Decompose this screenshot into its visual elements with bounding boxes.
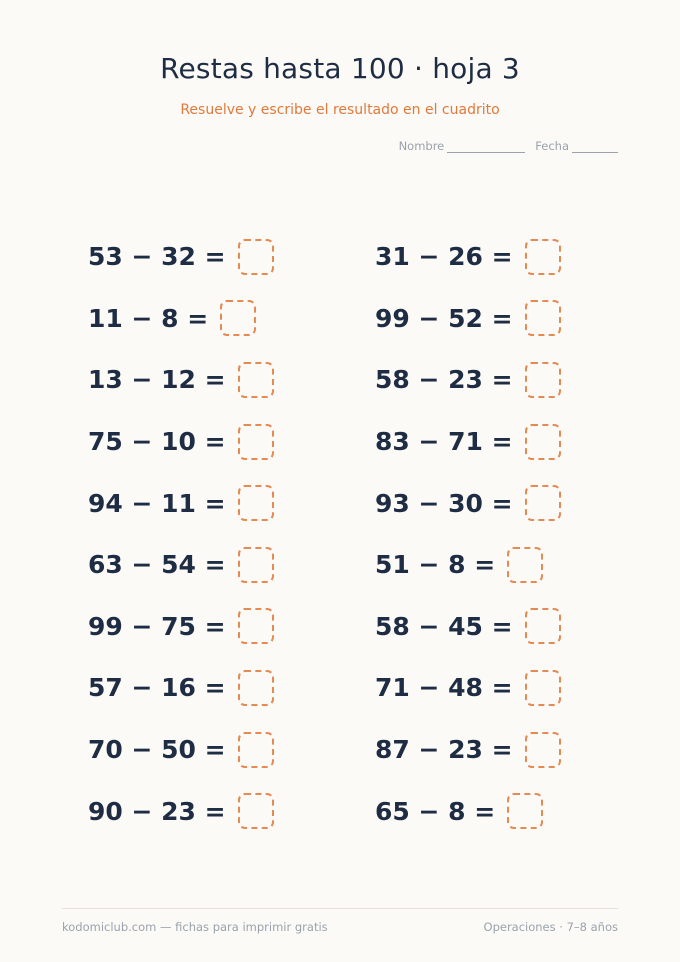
date-label: Fecha xyxy=(535,139,569,153)
date-line xyxy=(572,142,618,153)
problem xyxy=(88,719,274,781)
problem xyxy=(375,780,561,842)
problem-expression: 53 − 32 = xyxy=(88,242,226,272)
problem xyxy=(88,596,274,658)
problem-expression: 90 − 23 = xyxy=(88,796,226,826)
answer-box[interactable] xyxy=(238,732,274,768)
answer-box[interactable] xyxy=(220,300,256,336)
problem-expression: 75 − 10 = xyxy=(88,427,226,457)
problem-expression: 63 − 54 = xyxy=(88,550,226,580)
answer-box[interactable] xyxy=(507,793,543,829)
page-subtitle: Resuelve y escribe el resultado en el cuadrito xyxy=(180,102,500,118)
problem xyxy=(88,780,274,842)
problem-expression: 65 − 8 = xyxy=(375,796,496,826)
problem-expression: 94 − 11 = xyxy=(88,488,226,518)
problem xyxy=(375,719,561,781)
footer-site: kodomiclub.com — fichas para imprimir gratis xyxy=(62,920,328,934)
problem-expression: 70 − 50 = xyxy=(88,735,226,765)
problem xyxy=(88,226,274,288)
problem-expression: 87 − 23 = xyxy=(375,735,513,765)
problem-expression: 58 − 23 = xyxy=(375,365,513,395)
problem xyxy=(88,411,274,473)
problem xyxy=(375,534,561,596)
problem-expression: 83 − 71 = xyxy=(375,427,513,457)
footer-category: Operaciones · 7–8 años xyxy=(483,920,618,934)
problem xyxy=(375,411,561,473)
problem-expression: 11 − 8 = xyxy=(88,303,209,333)
problem xyxy=(88,657,274,719)
footer-divider xyxy=(62,908,618,909)
problem xyxy=(375,288,561,350)
problem xyxy=(375,472,561,534)
problems-column-right xyxy=(375,226,561,842)
problem-expression: 93 − 30 = xyxy=(375,488,513,518)
answer-box[interactable] xyxy=(238,362,274,398)
page-title: Restas hasta 100 · hoja 3 xyxy=(160,52,520,85)
date-field[interactable] xyxy=(535,139,618,153)
problem-expression: 13 − 12 = xyxy=(88,365,226,395)
problem xyxy=(88,472,274,534)
problem xyxy=(375,596,561,658)
answer-box[interactable] xyxy=(525,362,561,398)
problem-expression: 58 − 45 = xyxy=(375,611,513,641)
name-label: Nombre xyxy=(398,139,445,153)
problem xyxy=(375,349,561,411)
answer-box[interactable] xyxy=(238,485,274,521)
answer-box[interactable] xyxy=(238,547,274,583)
answer-box[interactable] xyxy=(525,239,561,275)
answer-box[interactable] xyxy=(525,732,561,768)
problem-expression: 99 − 75 = xyxy=(88,611,226,641)
problems-column-left xyxy=(88,226,274,842)
problem-expression: 99 − 52 = xyxy=(375,303,513,333)
problem xyxy=(88,534,274,596)
answer-box[interactable] xyxy=(525,608,561,644)
problem-expression: 51 − 8 = xyxy=(375,550,496,580)
answer-box[interactable] xyxy=(238,424,274,460)
problem xyxy=(88,288,274,350)
problem-expression: 31 − 26 = xyxy=(375,242,513,272)
answer-box[interactable] xyxy=(525,485,561,521)
answer-box[interactable] xyxy=(525,670,561,706)
answer-box[interactable] xyxy=(238,793,274,829)
answer-box[interactable] xyxy=(238,608,274,644)
name-field[interactable] xyxy=(399,139,526,153)
answer-box[interactable] xyxy=(238,670,274,706)
name-line xyxy=(447,142,525,153)
student-fields xyxy=(399,139,618,153)
answer-box[interactable] xyxy=(525,424,561,460)
problem xyxy=(88,349,274,411)
problem xyxy=(375,657,561,719)
problem-expression: 57 − 16 = xyxy=(88,673,226,703)
answer-box[interactable] xyxy=(507,547,543,583)
answer-box[interactable] xyxy=(525,300,561,336)
answer-box[interactable] xyxy=(238,239,274,275)
problem xyxy=(375,226,561,288)
problem-expression: 71 − 48 = xyxy=(375,673,513,703)
